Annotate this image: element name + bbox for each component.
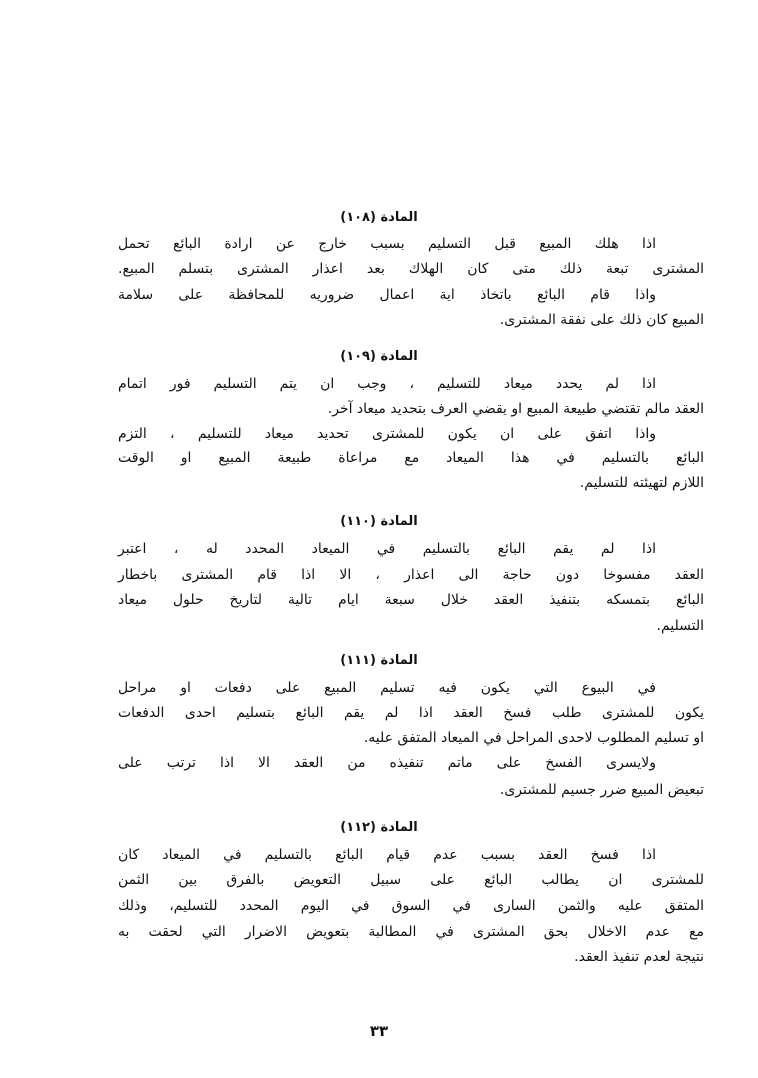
- article-112-line: نتيجة لعدم تنفيذ العقد.: [574, 949, 704, 965]
- page-number: ٣٣: [369, 1022, 389, 1040]
- article-109-line: واذا اتفق على ان يكون للمشترى تحديد ميعاد للتسليم ، التزم: [118, 426, 656, 442]
- article-109-line: اذا لم يحدد ميعاد للتسليم ، وجب ان يتم التسليم فور اتمام: [118, 376, 656, 392]
- article-112-line: المتفق عليه والثمن السارى في السوق في اليوم المحدد للتسليم، وذلك: [118, 898, 704, 914]
- article-heading-111: المادة (١١١): [340, 653, 418, 668]
- article-110-line: التسليم.: [656, 618, 704, 634]
- article-108-line: اذا هلك المبيع قبل التسليم بسبب خارج عن ارادة البائع تحمل: [118, 236, 656, 252]
- article-heading-110: المادة (١١٠): [340, 514, 418, 529]
- article-112-line: اذا فسخ العقد بسبب عدم قيام البائع بالتسليم في الميعاد كان: [118, 847, 656, 863]
- article-111-line: في البيوع التي يكون فيه تسليم المبيع على دفعات او مراحل: [118, 680, 656, 696]
- article-109-line: العقد مالم تقتضي طبيعة المبيع او يقضي العرف بتحديد ميعاد آخر.: [327, 401, 704, 417]
- article-110-line: البائع بتمسكه بتنفيذ العقد خلال سبعة ايام تالية لتاريخ حلول ميعاد: [118, 592, 704, 608]
- article-heading-108: المادة (١٠٨): [340, 210, 418, 225]
- article-111-line: ولايسرى الفسخ على ماتم تنفيذه من العقد الا اذا ترتب على: [118, 755, 656, 771]
- article-110-line: اذا لم يقم البائع بالتسليم في الميعاد المحدد له ، اعتبر: [118, 541, 656, 557]
- article-108-line: المبيع كان ذلك على نفقة المشترى.: [499, 312, 704, 328]
- article-heading-109: المادة (١٠٩): [340, 349, 418, 364]
- article-109-line: البائع بالتسليم في هذا الميعاد مع مراعاة طبيعة المبيع او الوقت: [118, 450, 704, 466]
- article-112-line: مع عدم الاخلال بحق المشترى في المطالبة بتعويض الاضرار التي لحقت به: [118, 924, 704, 940]
- article-108-line: المشترى تبعة ذلك متى كان الهلاك بعد اعذار المشترى بتسلم المبيع.: [118, 261, 704, 277]
- article-111-line: او تسليم المطلوب لاحدى المراحل في الميعاد المتفق عليه.: [363, 730, 704, 746]
- article-109-line: اللازم لتهيئته للتسليم.: [579, 475, 704, 491]
- article-111-line: تبعيض المبيع ضرر جسيم للمشترى.: [499, 782, 704, 798]
- article-112-line: للمشترى ان يطالب البائع على سبيل التعويض بالفرق بين الثمن: [118, 872, 704, 888]
- article-108-line: واذا قام البائع باتخاذ اية اعمال ضروريه للمحافظة على سلامة: [118, 287, 656, 303]
- article-111-line: يكون للمشترى طلب فسخ العقد اذا لم يقم البائع بتسليم احدى الدفعات: [118, 705, 704, 721]
- article-heading-112: المادة (١١٢): [340, 820, 418, 835]
- article-110-line: العقد مفسوخا دون حاجة الى اعذار ، الا اذا قام المشترى باخطار: [118, 567, 704, 583]
